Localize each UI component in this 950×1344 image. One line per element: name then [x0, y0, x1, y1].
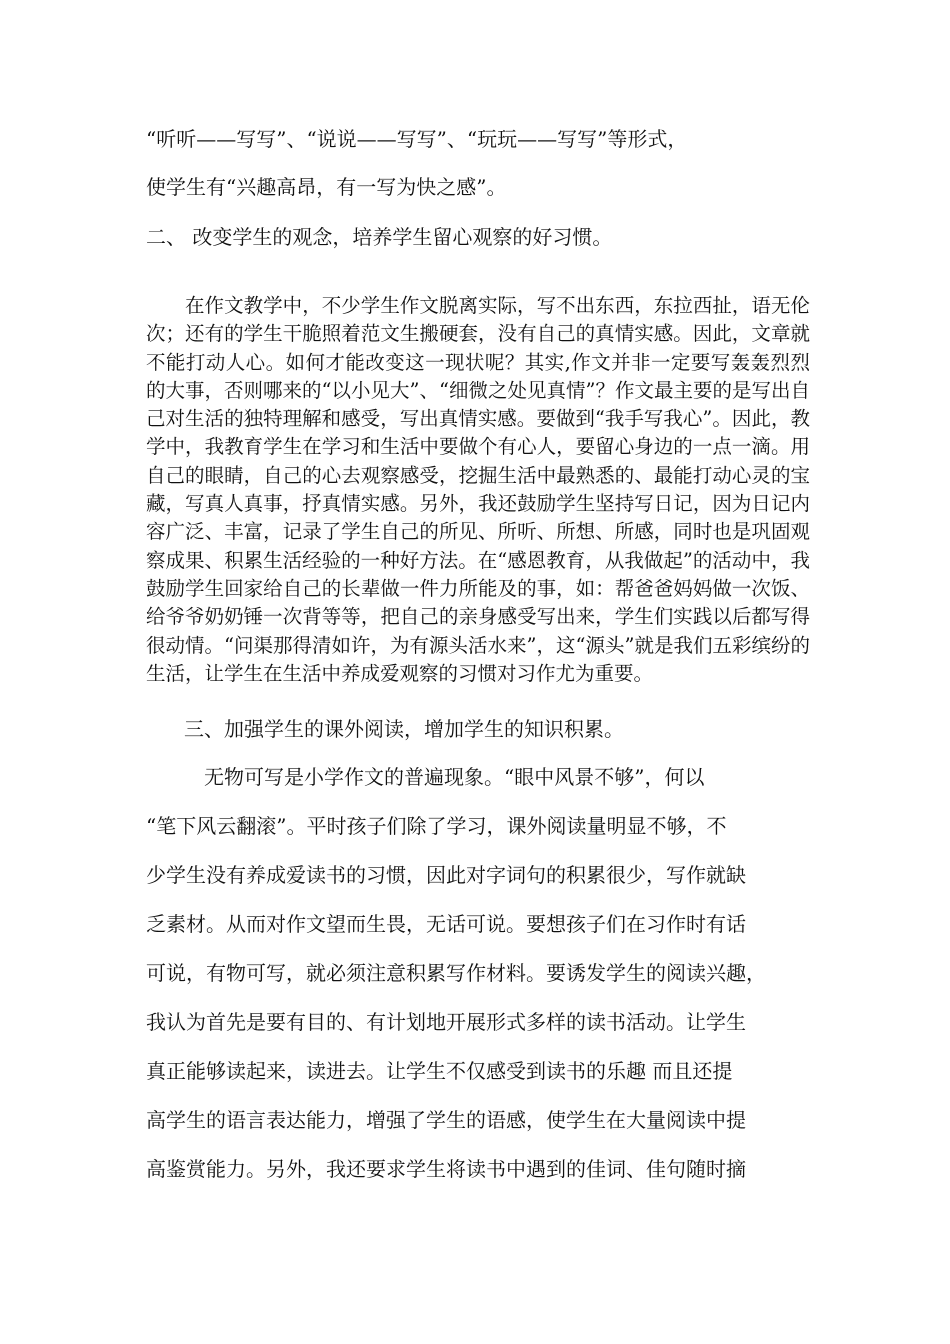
section-2-paragraph: 在作文教学中，不少学生作文脱离实际，写不出东西，东拉西扯，语无伦次；还有的学生干脆照着范文生搬硬套，没有自己的真情实感。因此，文章就不能打动人心。如何才能改变这一现状呢？其实,作文并非一定要写轰轰烈烈的大事，否则哪来的“以小见大”、“细微之处见真情”？作文最主要的是写出自己对生活的独特理解和感受，写出真情实感。要做到“我手写我心”。因此，教学中，我教育学生在学习和生活中要做个有心人，要留心身边的一点一滴。用自己的眼睛，自己的心去观察感受，挖掘生活中最熟悉的、最能打动心灵的宝藏，写真人真事，抒真情实感。另外，我还鼓励学生坚持写日记，因为日记内容广泛、丰富，记录了学生自己的所见、所听、所想、所感，同时也是巩固观察成果、积累生活经验的一种好方法。在“感恩教育，从我做起”的活动中，我鼓励学生回家给自己的长辈做一件力所能及的事，如：帮爸爸妈妈做一次饭、给爷爷奶奶锤一次背等等，把自己的亲身感受写出来，学生们实践以后都写得很动情。“问渠那得清如许，为有源头活水来”，这“源头”就是我们五彩缤纷的生活，让学生在生活中养成爱观察的习惯对习作尤为重要。: [146, 294, 810, 685]
section-3-line-9: 高鉴赏能力。另外，我还要求学生将读书中遇到的佳词、佳句随时摘: [146, 1157, 746, 1181]
section-3-line-4: 乏素材。从而对作文望而生畏，无话可说。要想孩子们在习作时有话: [146, 912, 746, 936]
intro-line-2: 使学生有“兴趣高昂，有一写为快之感”。: [146, 175, 507, 199]
section-3-line-6: 我认为首先是要有目的、有计划地开展形式多样的读书活动。让学生: [146, 1010, 746, 1034]
section-3-line-5: 可说，有物可写，就必须注意积累写作材料。要诱发学生的阅读兴趣，: [146, 961, 766, 985]
intro-line-1: “听听——写写”、“说说——写写”、“玩玩——写写”等形式，: [146, 127, 688, 151]
section-3-line-1: 无物可写是小学作文的普遍现象。“眼中风景不够”，何以: [204, 765, 705, 789]
section-3-line-2: “笔下风云翻滚”。平时孩子们除了学习，课外阅读量明显不够，不: [146, 814, 727, 838]
section-3-line-7: 真正能够读起来，读进去。让学生不仅感受到读书的乐趣 而且还提: [146, 1059, 733, 1083]
section-3-heading: 三、加强学生的课外阅读，增加学生的知识积累。: [184, 717, 624, 741]
section-2-heading: 二、 改变学生的观念，培养学生留心观察的好习惯。: [146, 225, 613, 249]
section-3-line-3: 少学生没有养成爱读书的习惯，因此对字词句的积累很少，写作就缺: [146, 863, 746, 887]
section-3-line-8: 高学生的语言表达能力，增强了学生的语感，使学生在大量阅读中提: [146, 1108, 746, 1132]
